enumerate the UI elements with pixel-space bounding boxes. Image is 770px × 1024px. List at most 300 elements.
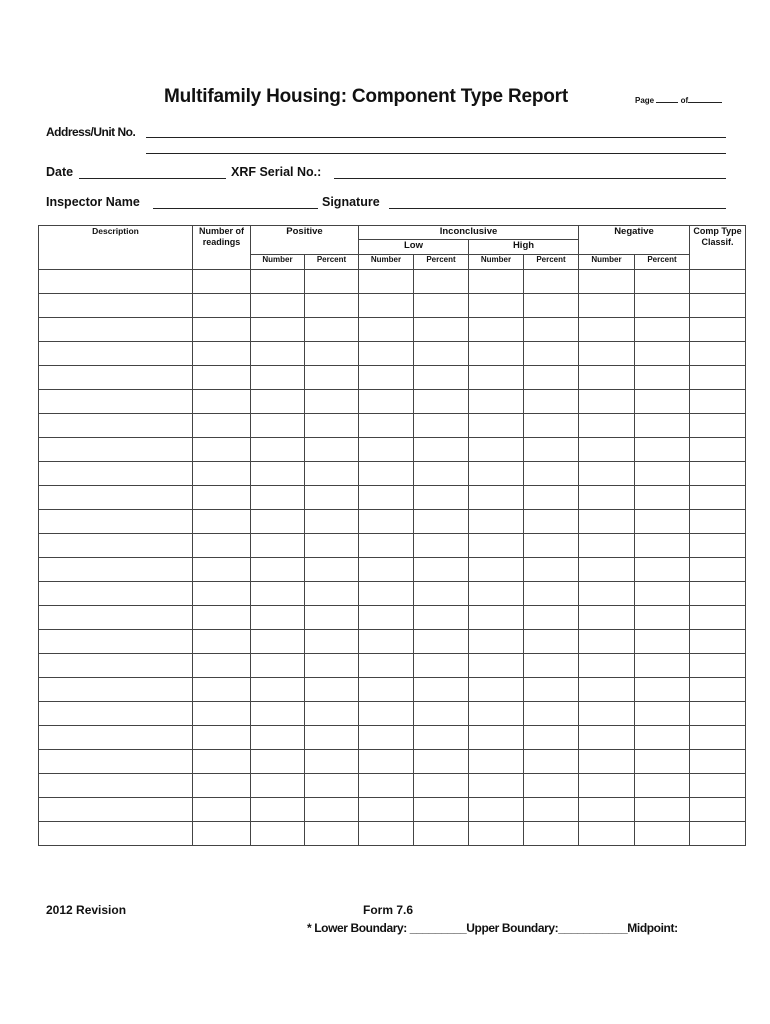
table-cell[interactable] <box>635 486 690 510</box>
table-row <box>39 750 746 774</box>
table-cell[interactable] <box>524 390 579 414</box>
table-cell[interactable] <box>690 678 746 702</box>
table-row <box>39 510 746 534</box>
table-cell[interactable] <box>39 654 193 678</box>
table-cell[interactable] <box>193 798 251 822</box>
inspector-label: Inspector Name <box>46 195 140 209</box>
table-cell[interactable] <box>635 822 690 846</box>
table-cell[interactable] <box>579 726 635 750</box>
table-cell[interactable] <box>690 294 746 318</box>
table-cell[interactable] <box>414 606 469 630</box>
table-cell[interactable] <box>305 702 359 726</box>
table-cell[interactable] <box>39 750 193 774</box>
table-cell[interactable] <box>524 486 579 510</box>
table-cell[interactable] <box>635 558 690 582</box>
table-cell[interactable] <box>469 678 524 702</box>
table-cell[interactable] <box>635 270 690 294</box>
table-cell[interactable] <box>39 438 193 462</box>
table-cell[interactable] <box>193 702 251 726</box>
table-cell[interactable] <box>414 294 469 318</box>
table-cell[interactable] <box>359 366 414 390</box>
table-cell[interactable] <box>305 366 359 390</box>
table-cell[interactable] <box>469 822 524 846</box>
table-cell[interactable] <box>193 270 251 294</box>
table-cell[interactable] <box>524 798 579 822</box>
table-cell[interactable] <box>39 606 193 630</box>
table-cell[interactable] <box>524 630 579 654</box>
table-row <box>39 654 746 678</box>
table-cell[interactable] <box>524 462 579 486</box>
table-cell[interactable] <box>579 342 635 366</box>
table-cell[interactable] <box>469 366 524 390</box>
table-cell[interactable] <box>193 678 251 702</box>
table-cell[interactable] <box>579 822 635 846</box>
table-cell[interactable] <box>635 606 690 630</box>
table-cell[interactable] <box>359 486 414 510</box>
table-cell[interactable] <box>524 270 579 294</box>
table-cell[interactable] <box>635 750 690 774</box>
table-cell[interactable] <box>690 822 746 846</box>
table-cell[interactable] <box>635 654 690 678</box>
table-cell[interactable] <box>359 750 414 774</box>
table-cell[interactable] <box>359 726 414 750</box>
table-cell[interactable] <box>524 774 579 798</box>
header-high-number: Number <box>469 255 524 270</box>
table-cell[interactable] <box>690 510 746 534</box>
table-row <box>39 798 746 822</box>
table-cell[interactable] <box>469 558 524 582</box>
header-inconclusive: Inconclusive <box>359 226 579 240</box>
table-cell[interactable] <box>39 462 193 486</box>
table-cell[interactable] <box>251 750 305 774</box>
table-cell[interactable] <box>579 414 635 438</box>
table-cell[interactable] <box>469 414 524 438</box>
table-cell[interactable] <box>305 630 359 654</box>
table-cell[interactable] <box>359 798 414 822</box>
table-cell[interactable] <box>469 702 524 726</box>
table-cell[interactable] <box>579 774 635 798</box>
table-cell[interactable] <box>579 318 635 342</box>
table-cell[interactable] <box>193 750 251 774</box>
header-positive: Positive <box>251 226 359 255</box>
table-cell[interactable] <box>359 294 414 318</box>
table-cell[interactable] <box>414 318 469 342</box>
table-cell[interactable] <box>690 414 746 438</box>
header-low-number: Number <box>359 255 414 270</box>
table-row <box>39 462 746 486</box>
table-cell[interactable] <box>305 342 359 366</box>
table-cell[interactable] <box>39 318 193 342</box>
table-cell[interactable] <box>469 630 524 654</box>
table-cell[interactable] <box>193 510 251 534</box>
table-cell[interactable] <box>524 558 579 582</box>
table-cell[interactable] <box>414 342 469 366</box>
table-cell[interactable] <box>635 678 690 702</box>
table-cell[interactable] <box>39 390 193 414</box>
table-cell[interactable] <box>579 366 635 390</box>
table-cell[interactable] <box>579 678 635 702</box>
table-cell[interactable] <box>635 390 690 414</box>
table-cell[interactable] <box>579 270 635 294</box>
table-cell[interactable] <box>193 582 251 606</box>
table-cell[interactable] <box>251 630 305 654</box>
table-cell[interactable] <box>690 774 746 798</box>
table-cell[interactable] <box>359 630 414 654</box>
table-cell[interactable] <box>690 438 746 462</box>
table-cell[interactable] <box>414 558 469 582</box>
table-cell[interactable] <box>305 486 359 510</box>
table-cell[interactable] <box>251 390 305 414</box>
table-cell[interactable] <box>251 414 305 438</box>
table-cell[interactable] <box>635 702 690 726</box>
table-cell[interactable] <box>39 630 193 654</box>
header-negative-number: Number <box>579 255 635 270</box>
signature-line[interactable] <box>389 208 726 209</box>
table-cell[interactable] <box>690 318 746 342</box>
table-cell[interactable] <box>414 438 469 462</box>
table-cell[interactable] <box>251 270 305 294</box>
table-cell[interactable] <box>359 270 414 294</box>
table-cell[interactable] <box>469 774 524 798</box>
table-cell[interactable] <box>193 462 251 486</box>
table-cell[interactable] <box>359 414 414 438</box>
xrf-line[interactable] <box>334 178 726 179</box>
table-cell[interactable] <box>690 654 746 678</box>
table-cell[interactable] <box>579 510 635 534</box>
table-cell[interactable] <box>251 606 305 630</box>
table-cell[interactable] <box>524 294 579 318</box>
table-cell[interactable] <box>39 366 193 390</box>
table-cell[interactable] <box>524 678 579 702</box>
table-cell[interactable] <box>690 342 746 366</box>
table-cell[interactable] <box>579 630 635 654</box>
table-cell[interactable] <box>414 582 469 606</box>
table-cell[interactable] <box>635 462 690 486</box>
table-cell[interactable] <box>524 702 579 726</box>
table-cell[interactable] <box>251 558 305 582</box>
table-cell[interactable] <box>690 390 746 414</box>
table-cell[interactable] <box>359 510 414 534</box>
table-cell[interactable] <box>305 318 359 342</box>
table-cell[interactable] <box>39 822 193 846</box>
table-cell[interactable] <box>251 342 305 366</box>
table-cell[interactable] <box>193 342 251 366</box>
table-cell[interactable] <box>635 438 690 462</box>
table-cell[interactable] <box>305 774 359 798</box>
table-cell[interactable] <box>193 654 251 678</box>
table-cell[interactable] <box>193 630 251 654</box>
table-cell[interactable] <box>635 798 690 822</box>
table-cell[interactable] <box>39 798 193 822</box>
address-line-2[interactable] <box>146 153 726 154</box>
table-cell[interactable] <box>39 510 193 534</box>
table-cell[interactable] <box>305 582 359 606</box>
table-cell[interactable] <box>579 558 635 582</box>
table-cell[interactable] <box>39 726 193 750</box>
table-cell[interactable] <box>251 294 305 318</box>
page-label: Page <box>635 96 655 105</box>
table-cell[interactable] <box>690 798 746 822</box>
table-cell[interactable] <box>193 726 251 750</box>
inspector-line[interactable] <box>153 208 318 209</box>
table-cell[interactable] <box>251 534 305 558</box>
table-cell[interactable] <box>39 414 193 438</box>
table-cell[interactable] <box>469 318 524 342</box>
address-line-1[interactable] <box>146 137 726 138</box>
table-cell[interactable] <box>469 798 524 822</box>
table-cell[interactable] <box>39 582 193 606</box>
table-cell[interactable] <box>414 750 469 774</box>
table-row <box>39 414 746 438</box>
table-cell[interactable] <box>524 606 579 630</box>
table-cell[interactable] <box>39 342 193 366</box>
table-cell[interactable] <box>690 366 746 390</box>
table-cell[interactable] <box>690 486 746 510</box>
table-cell[interactable] <box>690 582 746 606</box>
table-cell[interactable] <box>193 774 251 798</box>
table-cell[interactable] <box>579 534 635 558</box>
table-cell[interactable] <box>635 318 690 342</box>
table-cell[interactable] <box>359 534 414 558</box>
table-cell[interactable] <box>469 462 524 486</box>
table-cell[interactable] <box>469 654 524 678</box>
table-cell[interactable] <box>690 558 746 582</box>
table-cell[interactable] <box>414 822 469 846</box>
table-cell[interactable] <box>524 726 579 750</box>
table-cell[interactable] <box>469 486 524 510</box>
table-cell[interactable] <box>690 270 746 294</box>
xrf-label: XRF Serial No.: <box>231 165 322 179</box>
table-cell[interactable] <box>39 486 193 510</box>
table-cell[interactable] <box>690 630 746 654</box>
table-cell[interactable] <box>690 462 746 486</box>
table-cell[interactable] <box>469 438 524 462</box>
table-cell[interactable] <box>359 342 414 366</box>
table-cell[interactable] <box>251 486 305 510</box>
table-cell[interactable] <box>305 606 359 630</box>
table-cell[interactable] <box>579 750 635 774</box>
table-cell[interactable] <box>414 462 469 486</box>
table-cell[interactable] <box>579 294 635 318</box>
table-cell[interactable] <box>524 414 579 438</box>
table-cell[interactable] <box>414 726 469 750</box>
table-cell[interactable] <box>469 534 524 558</box>
table-row <box>39 534 746 558</box>
table-cell[interactable] <box>414 654 469 678</box>
table-cell[interactable] <box>635 294 690 318</box>
table-cell[interactable] <box>524 822 579 846</box>
table-cell[interactable] <box>193 438 251 462</box>
table-cell[interactable] <box>524 654 579 678</box>
table-cell[interactable] <box>193 534 251 558</box>
table-cell[interactable] <box>414 510 469 534</box>
table-cell[interactable] <box>251 702 305 726</box>
table-cell[interactable] <box>635 774 690 798</box>
table-cell[interactable] <box>251 438 305 462</box>
table-cell[interactable] <box>39 294 193 318</box>
date-line[interactable] <box>79 178 226 179</box>
table-cell[interactable] <box>359 774 414 798</box>
table-cell[interactable] <box>359 606 414 630</box>
table-cell[interactable] <box>251 678 305 702</box>
table-cell[interactable] <box>193 414 251 438</box>
table-cell[interactable] <box>251 462 305 486</box>
table-row <box>39 366 746 390</box>
table-cell[interactable] <box>359 654 414 678</box>
table-cell[interactable] <box>524 366 579 390</box>
table-cell[interactable] <box>305 678 359 702</box>
header-low-percent: Percent <box>414 255 469 270</box>
table-cell[interactable] <box>690 606 746 630</box>
table-cell[interactable] <box>359 678 414 702</box>
table-cell[interactable] <box>305 750 359 774</box>
table-cell[interactable] <box>359 462 414 486</box>
table-row <box>39 390 746 414</box>
table-row <box>39 702 746 726</box>
table-cell[interactable] <box>251 366 305 390</box>
table-cell[interactable] <box>414 366 469 390</box>
table-cell[interactable] <box>414 702 469 726</box>
table-cell[interactable] <box>414 270 469 294</box>
table-cell[interactable] <box>305 390 359 414</box>
table-cell[interactable] <box>579 438 635 462</box>
table-cell[interactable] <box>414 390 469 414</box>
table-cell[interactable] <box>524 318 579 342</box>
header-comp-type: Comp Type Classif. <box>690 226 746 270</box>
table-cell[interactable] <box>251 582 305 606</box>
table-cell[interactable] <box>635 726 690 750</box>
table-cell[interactable] <box>251 822 305 846</box>
page-number-blank[interactable] <box>656 102 678 103</box>
table-cell[interactable] <box>414 774 469 798</box>
table-cell[interactable] <box>305 534 359 558</box>
table-row <box>39 486 746 510</box>
table-cell[interactable] <box>359 390 414 414</box>
table-cell[interactable] <box>305 438 359 462</box>
table-cell[interactable] <box>359 702 414 726</box>
table-cell[interactable] <box>305 414 359 438</box>
table-cell[interactable] <box>251 726 305 750</box>
table-cell[interactable] <box>251 318 305 342</box>
table-cell[interactable] <box>193 606 251 630</box>
table-cell[interactable] <box>469 294 524 318</box>
table-cell[interactable] <box>359 438 414 462</box>
table-cell[interactable] <box>469 390 524 414</box>
table-cell[interactable] <box>39 702 193 726</box>
table-cell[interactable] <box>193 558 251 582</box>
table-cell[interactable] <box>193 318 251 342</box>
table-cell[interactable] <box>414 630 469 654</box>
table-cell[interactable] <box>524 342 579 366</box>
table-cell[interactable] <box>414 798 469 822</box>
table-cell[interactable] <box>359 822 414 846</box>
table-cell[interactable] <box>359 318 414 342</box>
table-cell[interactable] <box>251 798 305 822</box>
table-cell[interactable] <box>305 462 359 486</box>
table-row <box>39 558 746 582</box>
table-cell[interactable] <box>579 462 635 486</box>
table-cell[interactable] <box>469 750 524 774</box>
table-cell[interactable] <box>469 510 524 534</box>
table-cell[interactable] <box>39 270 193 294</box>
table-cell[interactable] <box>39 534 193 558</box>
table-cell[interactable] <box>251 774 305 798</box>
table-cell[interactable] <box>359 558 414 582</box>
table-cell[interactable] <box>305 822 359 846</box>
table-cell[interactable] <box>305 294 359 318</box>
table-cell[interactable] <box>635 534 690 558</box>
table-cell[interactable] <box>579 702 635 726</box>
table-cell[interactable] <box>193 822 251 846</box>
table-cell[interactable] <box>193 294 251 318</box>
table-cell[interactable] <box>305 798 359 822</box>
table-cell[interactable] <box>469 342 524 366</box>
table-cell[interactable] <box>524 510 579 534</box>
table-cell[interactable] <box>635 342 690 366</box>
table-cell[interactable] <box>579 798 635 822</box>
table-cell[interactable] <box>305 654 359 678</box>
page-number-field[interactable] <box>635 96 722 105</box>
table-cell[interactable] <box>524 750 579 774</box>
table-cell[interactable] <box>635 510 690 534</box>
table-cell[interactable] <box>251 510 305 534</box>
header-negative-percent: Percent <box>635 255 690 270</box>
table-body <box>39 270 746 846</box>
table-cell[interactable] <box>690 726 746 750</box>
table-cell[interactable] <box>305 726 359 750</box>
table-cell[interactable] <box>469 582 524 606</box>
table-cell[interactable] <box>579 606 635 630</box>
table-cell[interactable] <box>305 558 359 582</box>
table-cell[interactable] <box>305 270 359 294</box>
table-cell[interactable] <box>635 414 690 438</box>
table-cell[interactable] <box>635 630 690 654</box>
table-cell[interactable] <box>524 534 579 558</box>
table-cell[interactable] <box>414 534 469 558</box>
table-cell[interactable] <box>251 654 305 678</box>
table-cell[interactable] <box>39 558 193 582</box>
table-cell[interactable] <box>635 582 690 606</box>
table-cell[interactable] <box>414 678 469 702</box>
table-cell[interactable] <box>193 390 251 414</box>
table-cell[interactable] <box>579 582 635 606</box>
table-cell[interactable] <box>690 702 746 726</box>
table-cell[interactable] <box>193 366 251 390</box>
table-cell[interactable] <box>690 750 746 774</box>
table-cell[interactable] <box>414 486 469 510</box>
table-row <box>39 294 746 318</box>
table-cell[interactable] <box>39 774 193 798</box>
table-cell[interactable] <box>469 726 524 750</box>
table-cell[interactable] <box>524 438 579 462</box>
table-cell[interactable] <box>414 414 469 438</box>
table-cell[interactable] <box>579 390 635 414</box>
table-cell[interactable] <box>359 582 414 606</box>
table-cell[interactable] <box>469 270 524 294</box>
table-row <box>39 582 746 606</box>
table-cell[interactable] <box>524 582 579 606</box>
table-cell[interactable] <box>469 606 524 630</box>
table-cell[interactable] <box>39 678 193 702</box>
table-cell[interactable] <box>305 510 359 534</box>
page-total-blank[interactable] <box>688 102 722 103</box>
signature-label: Signature <box>322 195 380 209</box>
table-cell[interactable] <box>635 366 690 390</box>
table-cell[interactable] <box>579 654 635 678</box>
table-cell[interactable] <box>690 534 746 558</box>
table-cell[interactable] <box>579 486 635 510</box>
table-cell[interactable] <box>193 486 251 510</box>
